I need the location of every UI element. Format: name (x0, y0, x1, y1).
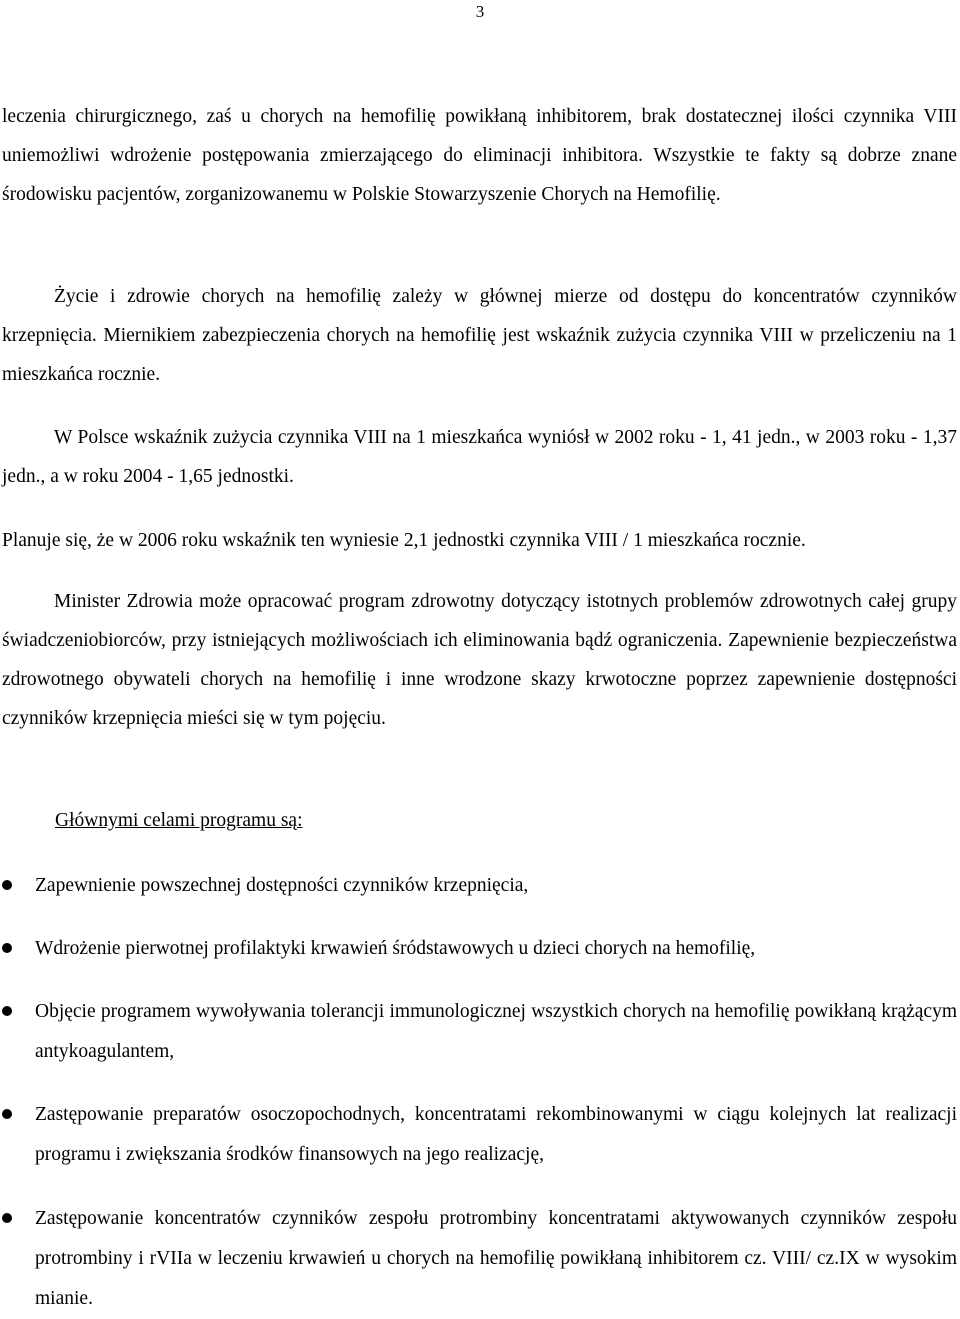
paragraph-planned-2006 (2, 521, 957, 560)
bullet-icon (2, 1006, 12, 1016)
paragraph-text: Życie i zdrowie chorych na hemofilię zależy w głównej mierze od dostępu do koncentratów czynników krzepnięcia. Miernikiem zabezpieczenia chorych na hemofilię jest wskaźnik zużycia czynnika VIII w przeliczeniu na 1 mieszkańca rocznie. (2, 286, 957, 385)
paragraph-consumption-poland (2, 418, 957, 496)
bullet-icon (2, 1213, 12, 1223)
paragraph-text: Planuje się, że w 2006 roku wskaźnik ten wyniesie 2,1 jednostki czynnika VIII / 1 mieszkańca rocznie. (2, 530, 806, 551)
bullet-icon (2, 943, 12, 953)
list-item-text: Objęcie programem wywoływania tolerancji immunologicznej wszystkich chorych na hemofilię powikłaną krążącym antykoagulantem, (35, 1001, 957, 1062)
bullet-icon (2, 880, 12, 890)
paragraph-text: Minister Zdrowia może opracować program zdrowotny dotyczący istotnych problemów zdrowotnych całej grupy świadczeniobiorców, przy istniejących możliwościach ich eliminowania bądź ograniczenia. Zapewnienie bezpieczeństwa zdrowotnego obywateli chorych na hemofilię i inne wrodzone skazy krwotoczne poprzez zapewnienie dostępności czynników krzepnięcia mieści się w tym pojęciu. (2, 591, 957, 729)
page-number: 3 (475, 2, 485, 21)
paragraph-text: leczenia chirurgicznego, zaś u chorych na hemofilię powikłaną inhibitorem, brak dostatecznej ilości czynnika VIII uniemożliwi wdrożenie postępowania zmierzającego do eliminacji inhibitora. Wszystkie te fakty są dobrze znane środowisku pacjentów, zorganizowanemu w Polskie Stowarzyszenie Chorych na Hemofilię. (2, 106, 957, 205)
bullet-icon (2, 1109, 12, 1119)
list-item-text: Zastępowanie preparatów osoczopochodnych, koncentratami rekombinowanymi w ciągu kolejnych lat realizacji programu i zwiększania środków finansowych na jego realizację, (35, 1104, 957, 1165)
list-item-text: Wdrożenie pierwotnej profilaktyki krwawień śródstawowych u dzieci chorych na hemofilię, (35, 938, 756, 959)
paragraph-minister-of-health (2, 582, 957, 738)
paragraph-text: W Polsce wskaźnik zużycia czynnika VIII na 1 mieszkańca wyniósł w 2002 roku - 1, 41 jedn., w 2003 roku - 1,37 jedn., a w roku 2004 - 1,65 jednostki. (2, 427, 957, 487)
list-item-text: Zapewnienie powszechnej dostępności czynników krzepnięcia, (35, 875, 529, 896)
list-item-text: Zastępowanie koncentratów czynników zespołu protrombiny koncentratami aktywowanych czynników zespołu protrombiny i rVIIa w leczeniu krwawień u chorych na hemofilię powikłaną inhibitorem cz. VIII/ cz.IX w wysokim mianie. (35, 1208, 957, 1309)
paragraph-life-and-health (2, 277, 957, 394)
paragraph-treatment (2, 97, 957, 214)
goals-heading: Głównymi celami programu są: (55, 810, 303, 831)
